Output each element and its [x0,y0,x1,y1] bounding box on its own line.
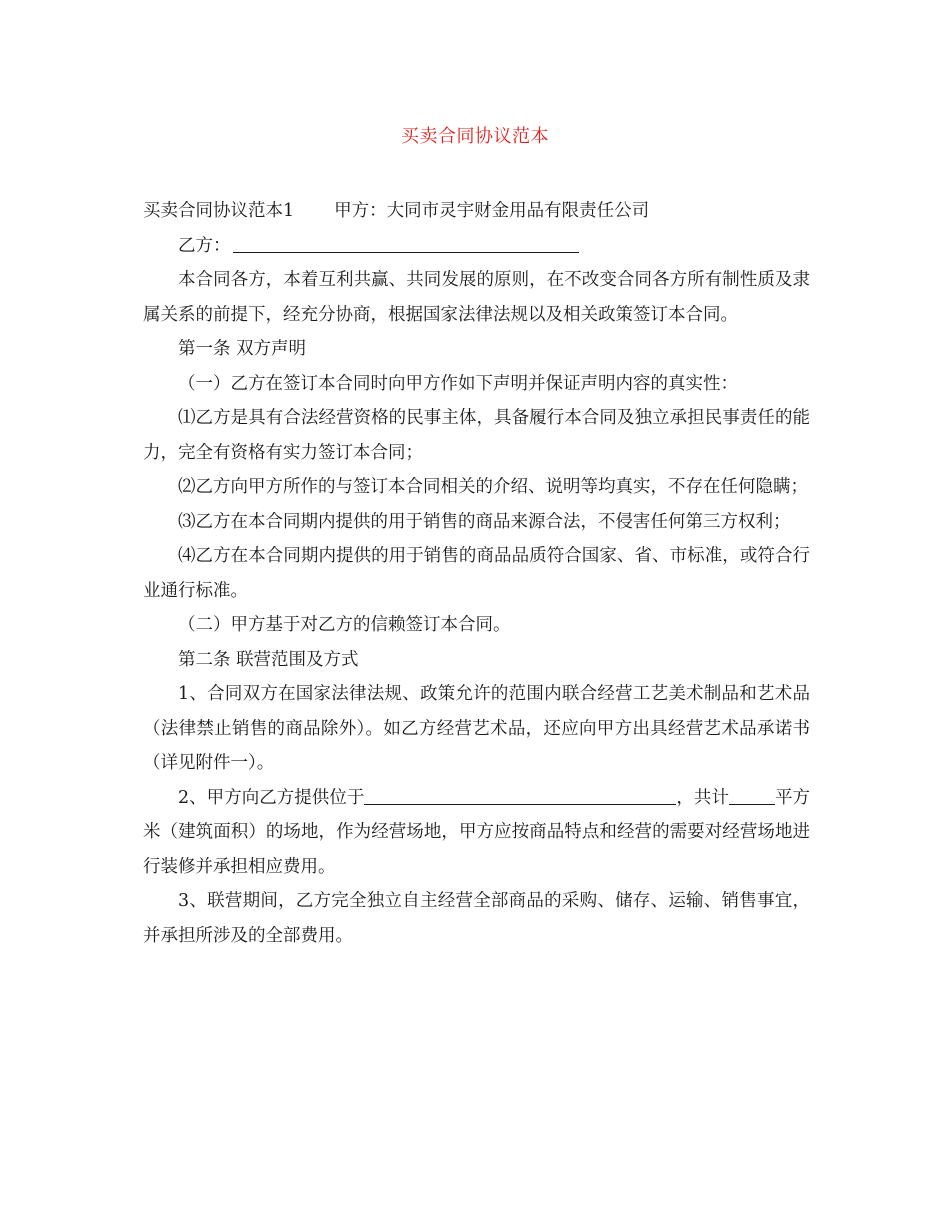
article1-item-4: ⑷乙方在本合同期内提供的用于销售的商品品质符合国家、省、市标准，或符合行业通行标准。 [143,546,810,601]
article2-heading: 第二条 联营范围及方式 [178,649,359,670]
article1-item-1: ⑴乙方是具有合法经营资格的民事主体，具备履行本合同及独立承担民事责任的能力，完全有资格有实力签订本合同； [143,408,810,463]
document-title: 买卖合同协议范本 [401,126,549,147]
article2-clause-2 [143,781,810,885]
party-a: 甲方：大同市灵宇财金用品有限责任公司 [334,201,650,221]
party-b-blank [233,232,579,253]
article1-sub1: （一）乙方在签订本合同时向甲方作如下声明并保证声明内容的真实性： [178,373,738,394]
intro-paragraph: 本合同各方，本着互利共赢、共同发展的原则，在不改变合同各方所有制性质及隶属关系的前提下，经充分协商，根据国家法律法规以及相关政策签订本合同。 [143,270,810,325]
clause2-part2: ，共计 [676,787,729,808]
header-line [143,194,810,229]
article2-clause-3: 3、联营期间，乙方完全独立自主经营全部商品的采购、储存、运输、销售事宜，并承担所涉及的全部费用。 [143,891,810,946]
document-body [143,194,810,953]
doc-ref: 买卖合同协议范本1 [143,201,295,221]
location-blank [364,784,676,805]
party-b-label: 乙方： [178,235,231,256]
article1-sub2: （二）甲方基于对乙方的信赖签订本合同。 [178,615,511,635]
article1-heading: 第一条 双方声明 [178,339,307,359]
clause2-part1: 2、甲方向乙方提供位于 [178,787,365,808]
article2-clause-1: 1、合同双方在国家法律法规、政策允许的范围内联合经营工艺美术制品和艺术品（法律禁止销售的商品除外）。如乙方经营艺术品，还应向甲方出具经营艺术品承诺书（详见附件一）。 [143,684,810,773]
area-blank [729,784,775,805]
article1-item-3: ⑶乙方在本合同期内提供的用于销售的商品来源合法，不侵害任何第三方权利； [178,511,791,532]
article1-item-2: ⑵乙方向甲方所作的与签订本合同相关的介绍、说明等均真实，不存在任何隐瞒； [178,477,808,497]
party-b-line [143,229,810,264]
clause2-part3: 平方米（建筑面积）的场地，作为经营场地，甲方应按商品特点和经营的需要对经营场地进行装修并承担相应费用。 [143,787,811,877]
